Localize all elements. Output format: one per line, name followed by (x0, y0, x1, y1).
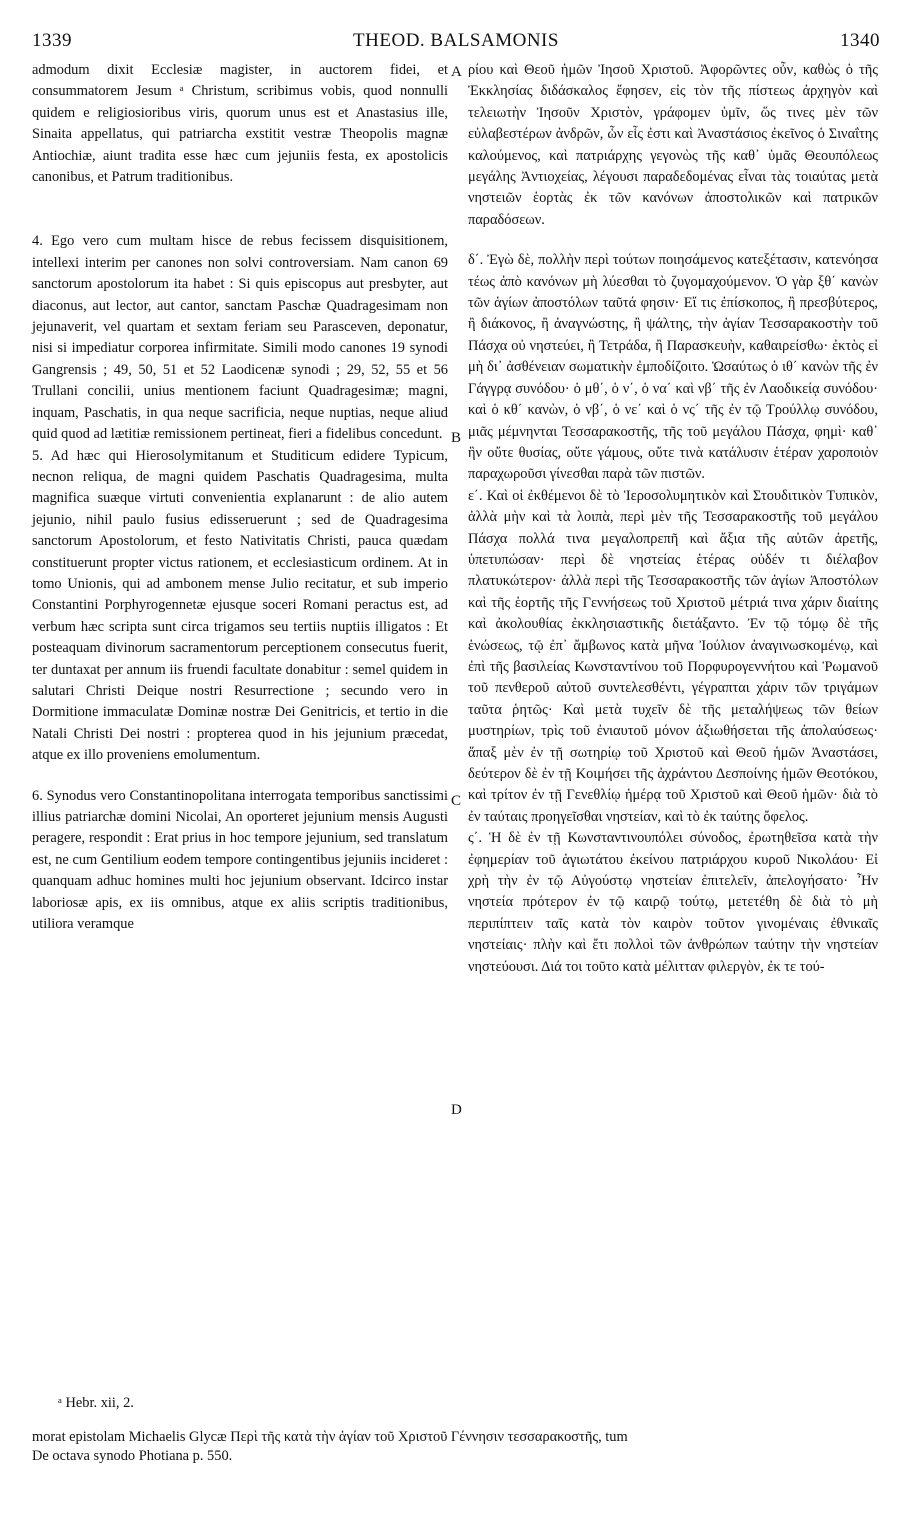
greek-paragraph-4: δ΄. Ἐγὼ δὲ, πολλὴν περὶ τούτων ποιησάμενος κατεξέτασιν, κατενόησα τέως ἀπὸ κανόνων μὴ λύεσθαι τὸ ζυγομαχούμενον. Ὁ γὰρ ξθ΄ κανὼν τῶν ἁγίων ἀποστόλων ταῦτά φησιν· Εἴ τις ἐπίσκοπος, ἢ πρεσβύτερος, ἢ διάκονος, ἢ ἀναγνώστης, ἢ ψάλτης, τὴν ἁγίαν Τεσσαρακοστὴν τοῦ Πάσχα οὐ νηστεύει, ἢ Τετράδα, ἢ Παρασκευὴν, καθαιρείσθω· ἐκτὸς εἰ μὴ δι᾽ ἀσθένειαν σωματικὴν ἐμποδίζοιτο. Ὡσαύτως ὁ ιθ΄ κανὼν τῆς ἐν Γάγγρᾳ συνόδου· ὁ μθ΄, ὁ ν΄, ὁ να΄ καὶ νβ΄ τῆς ἐν Λαοδικείᾳ συνόδου· καὶ ὁ κθ΄ κανὼν, ὁ νβ΄, ὁ νε΄ καὶ ὁ νς΄ τῆς ἐν τῷ Τρούλλῳ συνόδου, μιᾶς μέμνηνται Τεσσαρακοστῆς, τῆς τοῦ μεγάλου Πάσχα, φημὶ· καθ᾽ ἣν οὔτε θυσίας, οὔτε γάμους, οὔτε τινὰ κατάλυσιν ἑτέραν χαροποιὸν παραχωροῦσι γίνεσθαι παρὰ τῶν πιστῶν. (468, 252, 878, 483)
greek-paragraph-1: ρίου καὶ Θεοῦ ἡμῶν Ἰησοῦ Χριστοῦ. Ἀφορῶντες οὖν, καθὼς ὁ τῆς Ἐκκλησίας διδάσκαλος ἔφησεν, εἰς τὸν τῆς πίστεως ἀρχηγὸν καὶ τελειωτὴν Ἰησοῦν Χριστὸν, γράφομεν ὑμῖν, ὥς τινες μὲν τῶν εὐλαβεστέρων ἀνδρῶν, ὧν εἷς ἐστι καὶ Ἀναστάσιος ἐκεῖνος ὁ Σιναΐτης καλούμενος, καὶ πατριάρχης γεγονὼς τῆς καθ᾽ ὑμᾶς Θεουπόλεως μεγάλης Ἀντιοχείας, λέγουσι παραδεδομένας εἶναι τὰς τοιαύτας μετὰ νηστειῶν ἑορτὰς ἐκ τῶν κανόνων ἀποστολικῶν καὶ πατρικῶν παραδόσεων. (468, 62, 878, 228)
bottom-note-line-2: De octava synodo Photiana p. 550. (32, 1448, 233, 1464)
greek-paragraph-5: ε΄. Καὶ οἱ ἐκθέμενοι δὲ τὸ Ἱεροσολυμητικὸν καὶ Στουδιτικὸν Τυπικὸν, ἀλλὰ μὴν καὶ τὰ λοιπὰ, περὶ μὲν τῆς Τεσσαρακοστῆς τοῦ μεγάλου Πάσχα πολλά τινα μεγαλοπρεπῆ καὶ ἄξια τῆς αὐτῶν ἀρετῆς, ὑπετυπώσαν· περὶ δὲ νηστείας ἑτέρας οὐδέν τι διέλαβον πλατυκώτερον· ἀλλὰ περὶ τῆς Τεσσαρακοστῆς τῶν ἁγίων Ἀποστόλων καὶ τῆς ἑορτῆς τῆς Γεννήσεως τοῦ Χριστοῦ μέτριά τινα χάριν διαίτης καὶ ἀκολουθίας ἐκκλησιαστικῆς διετάξαντο. Ἐν τῷ τόμῳ δὲ τῆς ἑνώσεως, τῷ ἐπ᾽ ἄμβωνος κατὰ μῆνα Ἰούλιον ἀναγινωσκομένῳ, καὶ ἐπὶ τῆς βασιλείας Κωνσταντίνου τοῦ Πορφυρογεννήτου καὶ Ῥωμανοῦ τοῦ πενθεροῦ αὐτοῦ συντελεσθέντι, γέγραπται χάριν τῶν τριγάμων ταῦτα ῥητῶς· Καὶ μετὰ τυχεῖν δὲ τῆς μεταλήψεως τῶν θείων μυστηρίων, τρὶς τοῦ ἐνιαυτοῦ μόνον ἀξιωθήσεται τῆς ἀπολαύσεως· ἅπαξ μὲν ἐν τῇ σωτηρίῳ τοῦ Χριστοῦ καὶ Θεοῦ ἡμῶν Ἀναστάσει, δεύτερον δὲ ἐν τῇ Κοιμήσει τῆς ἀχράντου Δεσποίνης ἡμῶν Θεοτόκου, καὶ τρίτον ἐν τῇ Γενεθλίῳ ἡμέρᾳ τοῦ Χριστοῦ καὶ Θεοῦ ἡμῶν· διὰ τὸ ἐν ταύταις προηγεῖσθαι νηστείαν, καὶ τὸ ἐκ ταύτης ὄφελος. (468, 487, 878, 825)
bottom-note (32, 1428, 880, 1466)
latin-paragraph-1: admodum dixit Ecclesiæ magister, in auctorem fidei, et consummatorem Jesum ᵃ Christum, scribimus vobis, quod nonnulli quidem e religiosioribus viris, quorum unus est et Anastasius ille, Sinaita appellatus, qui patriarcha exstitit vestræ Theopolis magnæ Antiochiæ, aiunt tradita esse hæc cum jejuniis festa, ex apostolicis canonibus, et Patrum traditionibus. (32, 62, 448, 186)
greek-paragraph-6: ς΄. Ἡ δὲ ἐν τῇ Κωνσταντινουπόλει σύνοδος, ἐρωτηθεῖσα κατὰ τὴν ἐφημερίαν τοῦ ἁγιωτάτου ἐκείνου πατριάρχου κυροῦ Νικολάου· Εἰ χρὴ τὴν ἐν τῷ Αὐγούστῳ νηστείαν ἐπιτελεῖν, ἀπελογήσατο· Ἦν νηστεία πρότερον ἐν τῷ καιρῷ τούτῳ, μετετέθη δὲ διὰ τὸ μὴ περιπίπτειν ταῖς κατὰ τὸν καιρὸν τοῦτον γινομέναις ἐθνικαῖς νηστείαις· πλὴν καὶ ἔτι πολλοὶ τῶν ἀνθρώπων ταύτην τὴν νηστείαν νηστεύουσι. Διά τοι τοῦτο κατὰ μέλιτταν φιλεργὸν, ἐκ τε τού- (468, 830, 878, 975)
margin-letter-a: A (451, 64, 462, 80)
page-header (32, 30, 880, 56)
latin-paragraph-5: 5. Ad hæc qui Hierosolymitanum et Studiticum edidere Typicum, necnon reliqua, de magni quidem Paschatis Quadragesima, multa magnifica suæque virtuti convenientia explanarunt : de alio autem jejunio, nihil paulo fusius edisseruerunt ; sed de Quadragesima sanctorum Apostolorum, et festo Nativitatis Christi, pauca quædam constituerunt propter victus rationem, et ecclesiasticum ordinem. At in tomo Unionis, qui ad ambonem mense Julio recitatur, et sub imperio Constantini Porphyrogennetæ ejusque soceri Romani peractus est, ad verbum hæc scripta sunt circa trigamos seu tertiis nuptiis illigatos : Et posteaquam divinorum sacramentorum perceptionem consecutus fuerit, ter duntaxat per annum iis fruendi facultate donabitur : semel quidem in salutari Christi Deique nostri Resurrectione ; secundo vero in Dormitione immaculatæ Dominæ nostræ Dei Genitricis, et tertio in die Natali Christi Dei nostri : propterea quod in his jejunium præcedat, atque ex illo proveniens emolumentum. (32, 447, 448, 764)
right-page-number: 1340 (840, 30, 880, 51)
latin-paragraph-4: 4. Ego vero cum multam hisce de rebus fecissem disquisitionem, intellexi interim per canones non solvi controversiam. Nam canon 69 sanctorum apostolorum ita habet : Si quis episcopus aut presbyter, aut diaconus, aut lector, aut cantor, sanctam Paschæ Quadragesimam non jejunaverit, vel quartam et sextam feriam seu Parasceven, deponatur, nisi si impediatur corporea infirmitate. Simili modo canones 19 synodi Gangrensis ; 49, 50, 51 et 52 Laodicenæ synodi ; 29, 52, 55 et 56 Trullani concilii, unius mentionem faciunt Quadragesimæ; magni, inquam, Paschatis, in qua neque sacrificia, neque nuptias, neque aliud quid quod ad lætitiæ remissionem pertineat, fieri a fidelibus concedunt. (32, 233, 448, 443)
margin-letter-b: B (451, 430, 462, 446)
footnote: ᵃ Hebr. xii, 2. (58, 1395, 134, 1411)
greek-column (468, 60, 878, 978)
left-page-number: 1339 (32, 30, 72, 51)
running-title: THEOD. BALSAMONIS (353, 30, 559, 51)
margin-letter-d: D (451, 1102, 462, 1118)
latin-paragraph-6: 6. Synodus vero Constantinopolitana interrogata temporibus sanctissimi illius patriarchæ domini Nicolai, An oporteret jejunium mensis Augusti peragere, respondit : Erat prius in hoc tempore jejunium, sed translatum est, ne cum Gentilium eodem tempore contingentibus jejuniis incideret : quanquam adhuc homines multi hoc jejunium observant. Idcirco instar laboriosæ apis, ex iis omnibus, atque ex aliis scriptis traditionibus, utiliora veramque (32, 787, 448, 933)
margin-letter-c: C (451, 793, 462, 809)
latin-column (32, 60, 448, 935)
bottom-note-line-1: morat epistolam Michaelis Glycæ Περὶ τῆς κατὰ τὴν ἁγίαν τοῦ Χριστοῦ Γέννησιν τεσσαρακοστῆς, tum (32, 1429, 628, 1445)
